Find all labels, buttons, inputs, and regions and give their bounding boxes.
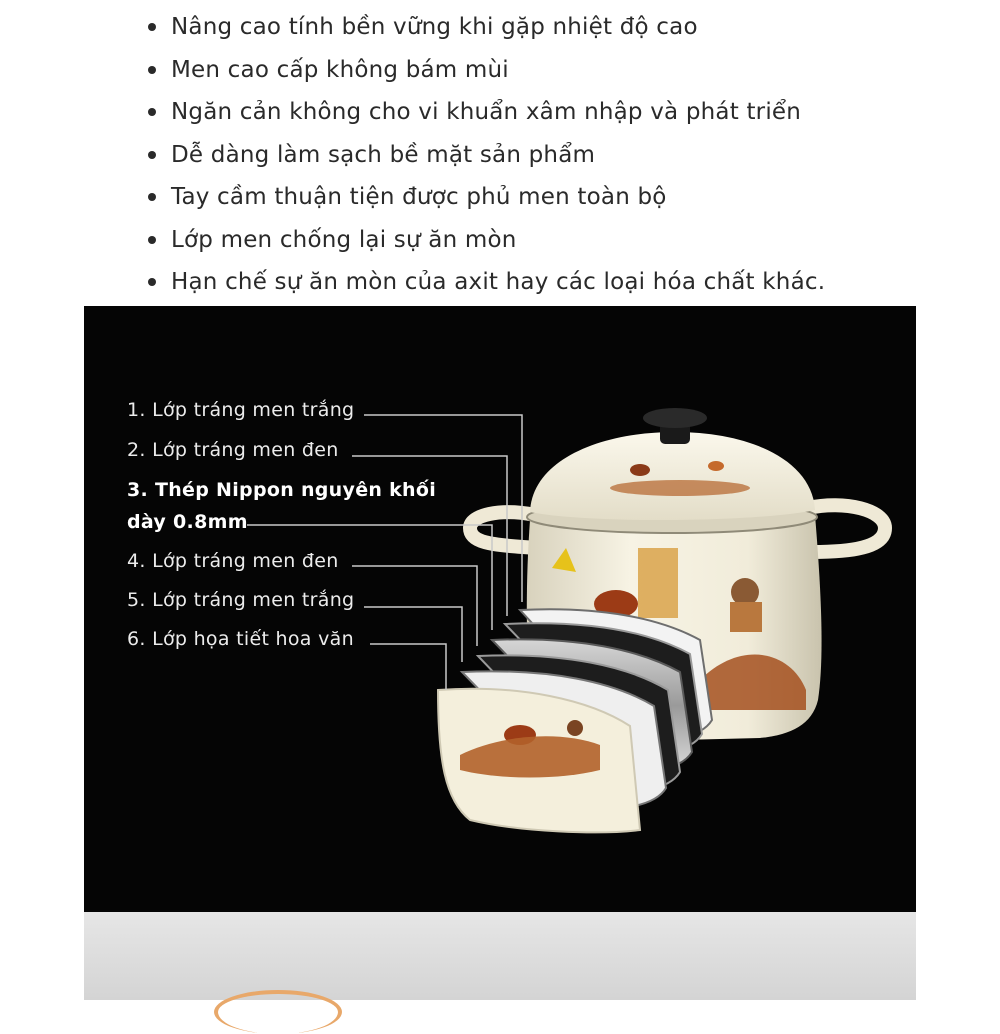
pot-handle-left — [470, 512, 535, 548]
feature-text: Tay cầm thuận tiện được phủ men toàn bộ — [171, 184, 667, 211]
layer-label-1: 1. Lớp tráng men trắng — [127, 399, 355, 421]
feature-text: Dễ dàng làm sạch bề mặt sản phẩm — [171, 141, 596, 168]
layer-label-3: 3. Thép Nippon nguyên khối — [127, 479, 437, 501]
layer-label-2: 2. Lớp tráng men đen — [127, 439, 339, 461]
layer-label-5: 5. Lớp tráng men trắng — [127, 589, 355, 611]
layer-label-4: 4. Lớp tráng men đen — [127, 550, 339, 572]
feature-text: Nâng cao tính bền vững khi gặp nhiệt độ cao — [171, 14, 698, 41]
feature-text: Lớp men chống lại sự ăn mòn — [171, 226, 517, 253]
feature-text: Men cao cấp không bám mùi — [171, 56, 509, 83]
feature-text: Hạn chế sự ăn mòn của axit hay các loại hóa chất khác. — [171, 269, 826, 296]
layer-label-6: 6. Lớp họa tiết hoa văn — [127, 628, 354, 650]
pot-lid — [530, 432, 815, 520]
pot-handle-right — [808, 505, 885, 552]
decorative-arc — [214, 990, 342, 1034]
layer-label-3-sub: dày 0.8mm — [127, 511, 248, 533]
feature-text: Ngăn cản không cho vi khuẩn xâm nhập và phát triển — [171, 99, 802, 126]
next-section-strip — [84, 912, 916, 1000]
